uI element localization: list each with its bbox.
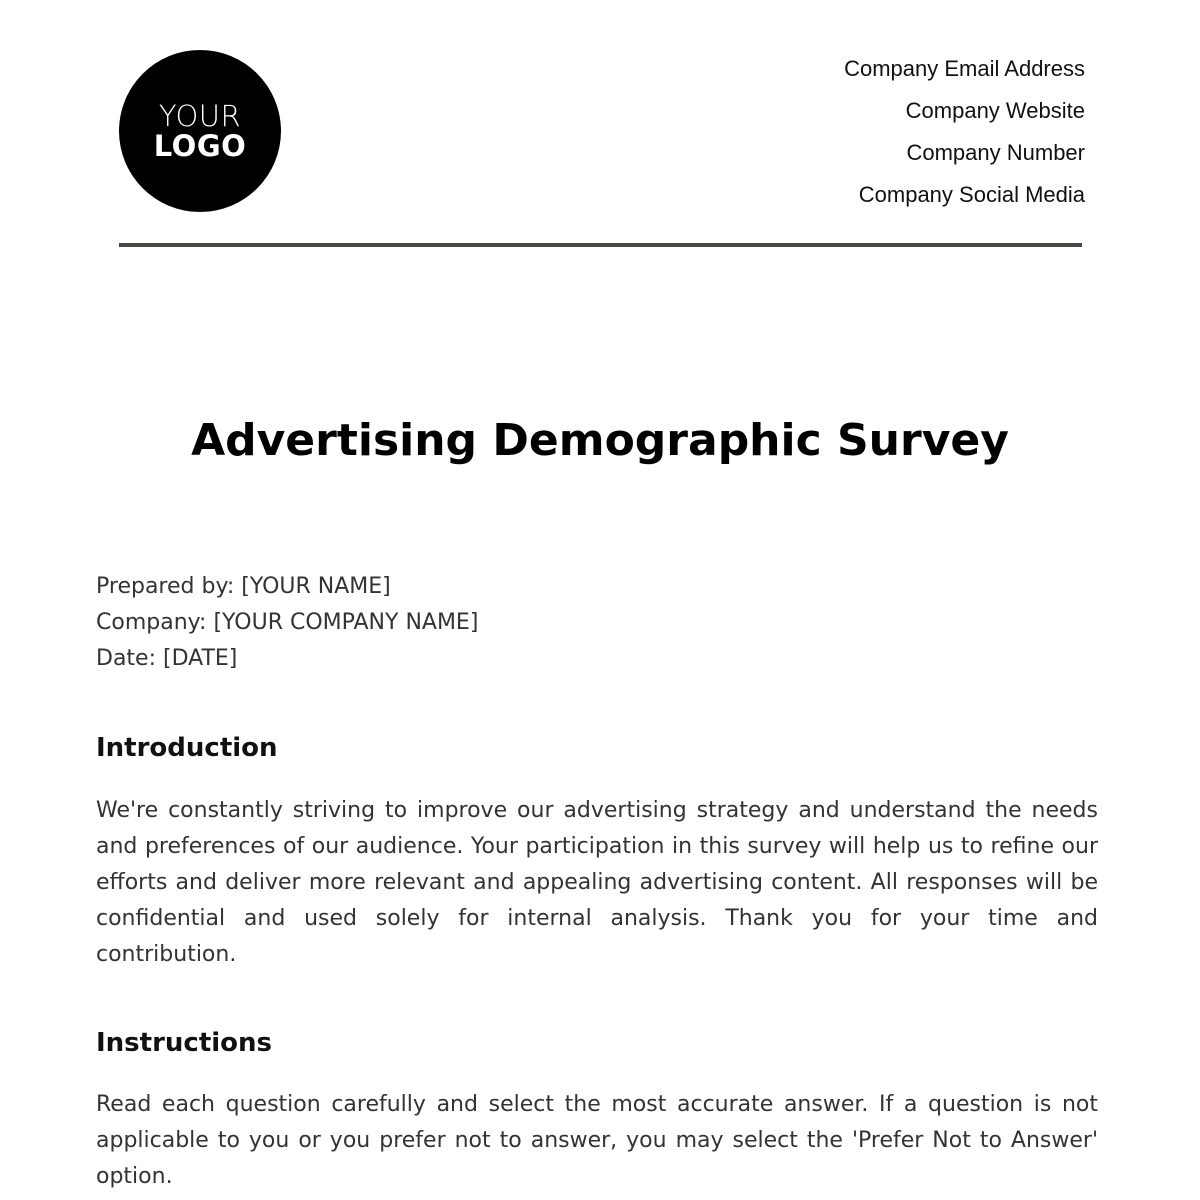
document-title: Advertising Demographic Survey: [191, 415, 1009, 466]
introduction-heading: Introduction: [96, 733, 278, 763]
introduction-body: We're constantly striving to improve our advertising strategy and understand the needs and preferences of our audience. Your participation in this survey will help us to refine our efforts and deliver more relevant and appealing advertising content. All responses will be confidential and used solely for internal analysis. Thank you for your time and contribution.: [96, 798, 1098, 967]
company-social-media: Company Social Media: [858, 182, 1085, 207]
instructions-heading: Instructions: [96, 1028, 273, 1058]
company-name: Company: [YOUR COMPANY NAME]: [96, 610, 479, 635]
instructions-body: Read each question carefully and select the most accurate answer. If a question is not applicable to you or you prefer not to answer, you may select the 'Prefer Not to Answer' option.: [96, 1092, 1098, 1189]
company-email: Company Email Address: [844, 56, 1085, 81]
logo-text-line1: YOUR: [158, 98, 242, 133]
company-website: Company Website: [905, 98, 1085, 123]
logo-text-line2: LOGO: [153, 129, 247, 163]
document-header: [0, 0, 1200, 260]
company-contact-block: [844, 54, 1085, 222]
prepared-by: Prepared by: [YOUR NAME]: [96, 574, 391, 599]
company-logo: [119, 50, 281, 212]
company-number: Company Number: [906, 140, 1085, 165]
header-divider: [119, 243, 1082, 247]
document-date: Date: [DATE]: [96, 646, 238, 671]
document-meta: [96, 570, 478, 678]
